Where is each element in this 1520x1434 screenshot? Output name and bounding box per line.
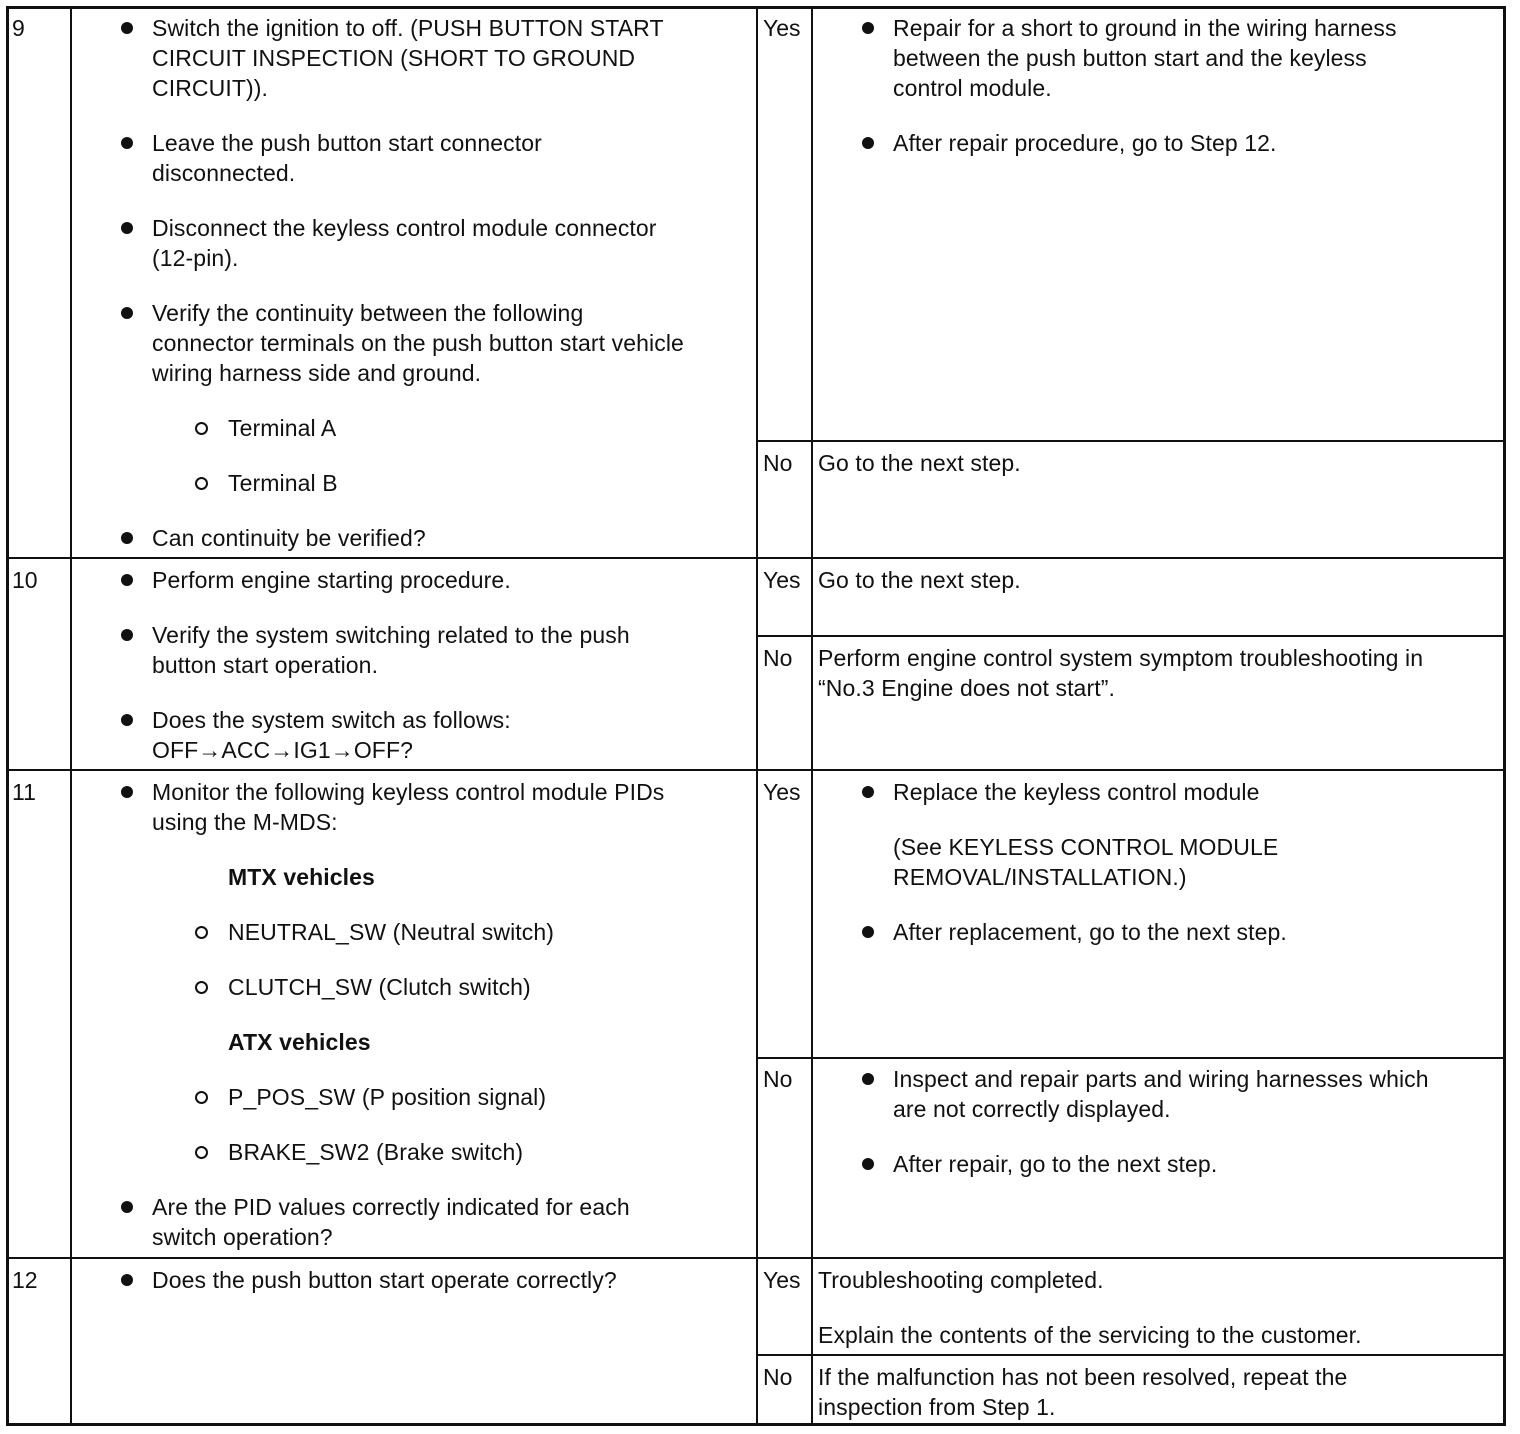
bullet-icon [121,1201,133,1213]
action-line: P_POS_SW (P position signal) [228,1084,547,1110]
action-line: connector terminals on the push button start vehicle [152,330,684,356]
action-line: Leave the push button start connector [152,130,542,156]
yesno-divider-9 [756,440,1506,442]
sub-bullet-icon [195,422,208,435]
action-line: Disconnect the keyless control module connector [152,215,657,241]
bullet-icon [121,1274,133,1286]
col-divider-yesno [811,6,813,1426]
row-divider-9-10 [6,557,1506,559]
sub-bullet-icon [195,981,208,994]
step-number: 11 [12,779,36,805]
action-line: Does the system switch as follows: [152,707,511,733]
action-line: Perform engine starting procedure. [152,567,511,593]
result-line: If the malfunction has not been resolved, repeat the [818,1364,1348,1390]
vehicle-heading: MTX vehicles [228,864,375,890]
action-line: CLUTCH_SW (Clutch switch) [228,974,531,1000]
result-line: REMOVAL/INSTALLATION.) [893,864,1187,890]
result-line: Go to the next step. [818,450,1021,476]
yes-label: Yes [763,567,801,593]
action-line: Does the push button start operate correctly? [152,1267,617,1293]
bullet-icon [121,22,133,34]
col-divider-action [756,6,758,1426]
col-divider-step [70,6,72,1426]
step-number: 9 [12,15,25,41]
sub-bullet-icon [195,926,208,939]
no-label: No [763,1364,793,1390]
result-line: are not correctly displayed. [893,1096,1171,1122]
result-line: After replacement, go to the next step. [893,919,1287,945]
action-line: OFF→ACC→IG1→OFF? [152,737,414,763]
action-line: button start operation. [152,652,379,678]
action-line: Monitor the following keyless control module PIDs [152,779,665,805]
result-line: “No.3 Engine does not start”. [818,675,1115,701]
action-line: BRAKE_SW2 (Brake switch) [228,1139,524,1165]
yes-label: Yes [763,1267,801,1293]
bullet-icon [862,926,874,938]
bullet-icon [862,786,874,798]
result-line: Perform engine control system symptom troubleshooting in [818,645,1424,671]
result-line: (See KEYLESS CONTROL MODULE [893,834,1279,860]
bullet-icon [862,137,874,149]
yes-label: Yes [763,15,801,41]
yesno-divider-10 [756,635,1506,637]
result-line: After repair, go to the next step. [893,1151,1218,1177]
result-line: Go to the next step. [818,567,1021,593]
yes-label: Yes [763,779,801,805]
bullet-icon [121,307,133,319]
action-line: switch operation? [152,1224,333,1250]
action-line: disconnected. [152,160,296,186]
action-line: NEUTRAL_SW (Neutral switch) [228,919,555,945]
action-line: Verify the system switching related to the push [152,622,630,648]
bullet-icon [862,1158,874,1170]
row-divider-10-11 [6,769,1506,771]
result-line: control module. [893,75,1052,101]
bullet-icon [121,222,133,234]
result-line: between the push button start and the keyless [893,45,1367,71]
bullet-icon [121,786,133,798]
bullet-icon [121,574,133,586]
action-line: (12-pin). [152,245,239,271]
result-line: Repair for a short to ground in the wiring harness [893,15,1397,41]
no-label: No [763,645,793,671]
vehicle-heading: ATX vehicles [228,1029,371,1055]
action-line: using the M-MDS: [152,809,338,835]
no-label: No [763,1066,793,1092]
action-line: wiring harness side and ground. [152,360,482,386]
step-number: 10 [12,567,38,593]
action-line: Verify the continuity between the following [152,300,584,326]
yesno-divider-11 [756,1057,1506,1059]
bullet-icon [121,629,133,641]
result-line: Explain the contents of the servicing to the customer. [818,1322,1362,1348]
result-line: Inspect and repair parts and wiring harnesses which [893,1066,1429,1092]
bullet-icon [121,714,133,726]
action-line: CIRCUIT INSPECTION (SHORT TO GROUND [152,45,636,71]
step-number: 12 [12,1267,38,1293]
action-line: Can continuity be verified? [152,525,426,551]
result-line: Troubleshooting completed. [818,1267,1104,1293]
no-label: No [763,450,793,476]
result-line: After repair procedure, go to Step 12. [893,130,1277,156]
bullet-icon [121,532,133,544]
action-line: Terminal B [228,470,338,496]
row-divider-11-12 [6,1257,1506,1259]
bullet-icon [862,22,874,34]
result-line: inspection from Step 1. [818,1394,1056,1420]
action-line: CIRCUIT)). [152,75,268,101]
result-line: Replace the keyless control module [893,779,1260,805]
sub-bullet-icon [195,477,208,490]
sub-bullet-icon [195,1091,208,1104]
action-line: Switch the ignition to off. (PUSH BUTTON START [152,15,664,41]
bullet-icon [862,1073,874,1085]
sub-bullet-icon [195,1146,208,1159]
action-line: Terminal A [228,415,337,441]
yesno-divider-12 [756,1354,1506,1356]
action-line: Are the PID values correctly indicated for each [152,1194,630,1220]
bullet-icon [121,137,133,149]
